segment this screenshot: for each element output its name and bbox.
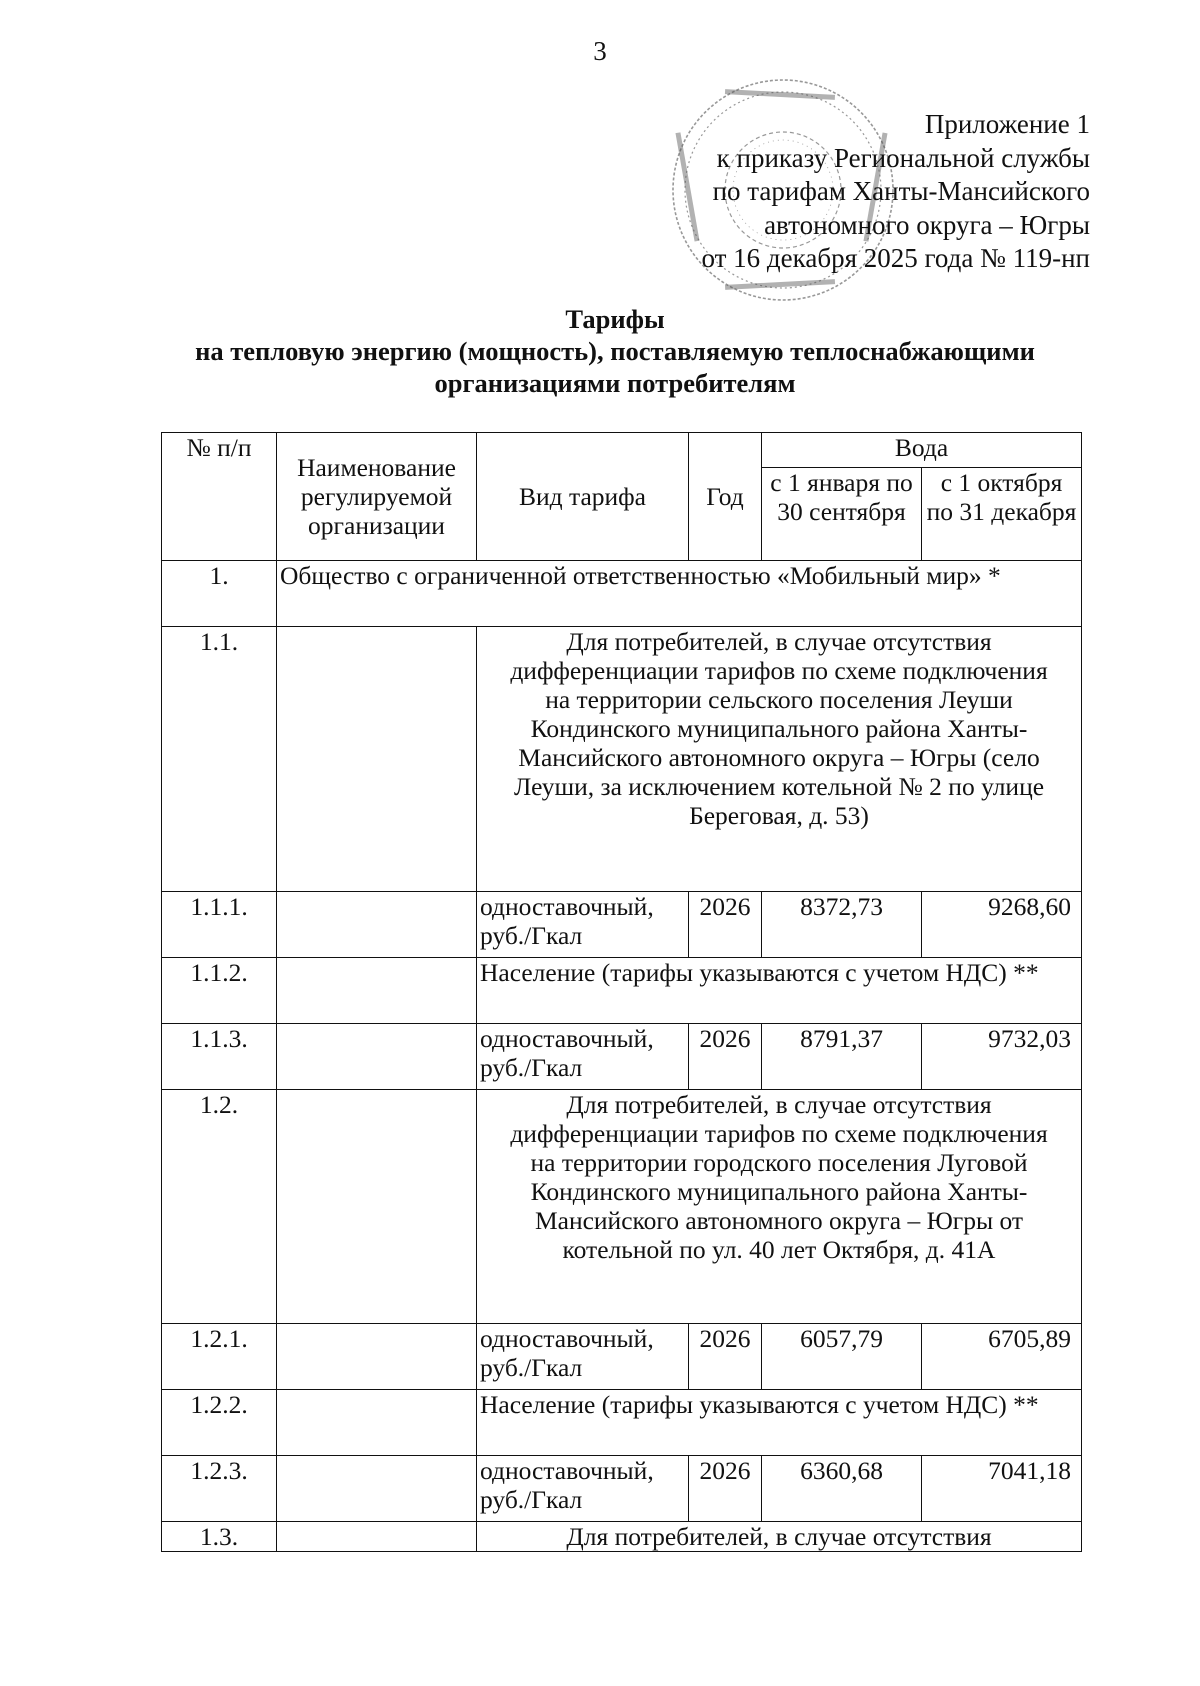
empty-cell <box>277 892 477 958</box>
appendix-line-4: автономного округа – Югры <box>764 209 1090 240</box>
section-description: Для потребителей, в случае отсутствия дифференциации тарифов по схеме подключения на территории сельского поселения Леуши Кондинского муниципального района Ханты-Мансийского автономного округа – Югры (село Леуши, за исключением котельной № 2 по улице Береговая, д. 53) <box>477 627 1082 892</box>
title-line-2: на тепловую энергию (мощность), поставляемую теплоснабжающими <box>195 336 1035 366</box>
table-row <box>162 561 1082 627</box>
empty-cell <box>277 1090 477 1324</box>
year-cell: 2026 <box>689 1456 762 1522</box>
title-line-3: организациями потребителям <box>434 368 796 398</box>
value-period-2: 7041,18 <box>922 1456 1082 1522</box>
row-num: 1.1.1. <box>162 892 277 958</box>
page-number: 3 <box>593 36 607 66</box>
appendix-header <box>610 108 1090 276</box>
empty-cell <box>277 1390 477 1456</box>
header-water: Вода <box>762 433 1082 468</box>
row-num: 1.2.2. <box>162 1390 277 1456</box>
empty-cell <box>277 1324 477 1390</box>
tariff-table <box>161 432 1082 1552</box>
title-line-1: Тарифы <box>565 304 665 334</box>
appendix-line-2: к приказу Региональной службы <box>716 142 1090 173</box>
section-description: Для потребителей, в случае отсутствия <box>477 1522 1082 1552</box>
tariff-type-cell: одноставочный, руб./Гкал <box>477 1456 689 1522</box>
row-num: 1.1. <box>162 627 277 892</box>
empty-cell <box>277 1456 477 1522</box>
header-org: Наименование регулируемой организации <box>277 433 477 561</box>
header-period-1: с 1 января по 30 сентября <box>762 468 922 561</box>
row-num: 1. <box>162 561 277 627</box>
tariff-type-cell: одноставочный, руб./Гкал <box>477 892 689 958</box>
row-num: 1.1.3. <box>162 1024 277 1090</box>
header-num: № п/п <box>162 433 277 561</box>
year-cell: 2026 <box>689 1024 762 1090</box>
population-note: Население (тарифы указываются с учетом НДС) ** <box>477 1390 1082 1456</box>
appendix-line-3: по тарифам Ханты-Мансийского <box>712 176 1090 206</box>
header-tariff-type: Вид тарифа <box>477 433 689 561</box>
header-year: Год <box>689 433 762 561</box>
table-header-row-1 <box>162 433 1082 468</box>
population-note: Население (тарифы указываются с учетом НДС) ** <box>477 958 1082 1024</box>
table-row <box>162 1390 1082 1456</box>
value-period-1: 6057,79 <box>762 1324 922 1390</box>
tariff-type-cell: одноставочный, руб./Гкал <box>477 1024 689 1090</box>
row-num: 1.2.1. <box>162 1324 277 1390</box>
table-row <box>162 1024 1082 1090</box>
tariff-type-cell: одноставочный, руб./Гкал <box>477 1324 689 1390</box>
row-num: 1.1.2. <box>162 958 277 1024</box>
table-row <box>162 1456 1082 1522</box>
value-period-1: 8372,73 <box>762 892 922 958</box>
appendix-line-1: Приложение 1 <box>924 109 1090 139</box>
empty-cell <box>277 1024 477 1090</box>
table-row <box>162 892 1082 958</box>
year-cell: 2026 <box>689 892 762 958</box>
table-row <box>162 1522 1082 1552</box>
value-period-2: 9732,03 <box>922 1024 1082 1090</box>
value-period-1: 6360,68 <box>762 1456 922 1522</box>
org-name-cell: Общество с ограниченной ответственностью «Мобильный мир» * <box>277 561 1082 627</box>
row-num: 1.2.3. <box>162 1456 277 1522</box>
table-row <box>162 1324 1082 1390</box>
section-description: Для потребителей, в случае отсутствия дифференциации тарифов по схеме подключения на территории городского поселения Луговой Кондинского муниципального района Ханты-Мансийского автономного округа – Югры от котельной по ул. 40 лет Октября, д. 41А <box>477 1090 1082 1324</box>
table-row <box>162 627 1082 892</box>
empty-cell <box>277 958 477 1024</box>
value-period-2: 6705,89 <box>922 1324 1082 1390</box>
year-cell: 2026 <box>689 1324 762 1390</box>
empty-cell <box>277 1522 477 1552</box>
table-row <box>162 1090 1082 1324</box>
header-period-2: с 1 октября по 31 декабря <box>922 468 1082 561</box>
document-title <box>150 303 1080 399</box>
empty-cell <box>277 627 477 892</box>
row-num: 1.2. <box>162 1090 277 1324</box>
value-period-2: 9268,60 <box>922 892 1082 958</box>
value-period-1: 8791,37 <box>762 1024 922 1090</box>
table-row <box>162 958 1082 1024</box>
appendix-line-5: от 16 декабря 2025 года № 119-нп <box>701 243 1090 273</box>
row-num: 1.3. <box>162 1522 277 1552</box>
